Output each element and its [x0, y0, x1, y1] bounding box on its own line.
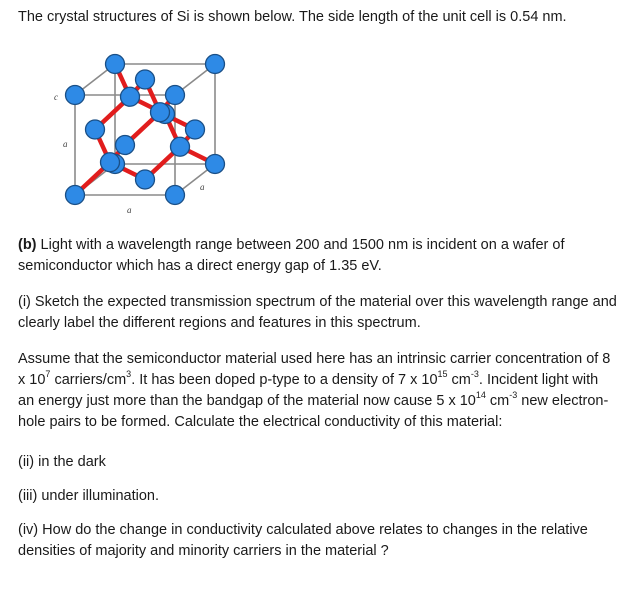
part-iv-text: (iv) How do the change in conductivity calculated above relates to changes in the relative densities of majority and minority carriers in the material ? — [18, 522, 588, 559]
part-b-text — [18, 235, 618, 277]
si-atom — [86, 120, 105, 139]
axis-label-a-right: a — [200, 182, 205, 192]
si-atom — [171, 137, 190, 156]
axis-label-c: c — [54, 92, 58, 102]
si-atom — [136, 70, 155, 89]
part-i-text: (i) Sketch the expected transmission spectrum of the material over this wavelength range and clearly label the different regions and features in this spectrum. — [18, 294, 617, 331]
si-atom — [136, 170, 155, 189]
si-atom — [166, 186, 185, 205]
part-b-label: (b) — [18, 237, 37, 253]
si-atom — [66, 86, 85, 105]
si-atom — [106, 55, 125, 74]
si-atom — [151, 103, 170, 122]
axis-label-a-left: a — [63, 139, 68, 149]
part-b-body: Light with a wavelength range between 200 and 1500 nm is incident on a wafer of semiconductor which has a direct energy gap of 1.35 eV. — [18, 237, 565, 274]
si-atom — [206, 155, 225, 174]
si-atom — [121, 87, 140, 106]
axis-label-a-bottom: a — [127, 205, 132, 215]
si-atom — [116, 136, 135, 155]
si-atom — [101, 153, 120, 172]
part-ii-text: (ii) in the dark — [18, 454, 106, 470]
si-atom — [166, 86, 185, 105]
part-iii-text: (iii) under illumination. — [18, 488, 160, 504]
si-atom — [206, 55, 225, 74]
si-atom — [186, 120, 205, 139]
assumption-paragraph: Assume that the semiconductor material used here has an intrinsic carrier concentration of 8 x $10^7$ carriers/$cm^3$. It has been doped p-type to a density of 7 x $10^{15}$ $cm^{-3}$. Incident light with an energy just more than the bandgap of the material now cause 5 x $10^{14}$ $cm^{-3}$ new electron-hole pairs to be formed. Calculate the electrical conductivity of this material: — [18, 351, 611, 430]
intro-text: The crystal structures of Si is shown below. The side length of the unit cell is 0.54 nm. — [18, 9, 567, 25]
si-atom — [66, 186, 85, 205]
si-crystal-structure-diagram — [40, 40, 240, 230]
